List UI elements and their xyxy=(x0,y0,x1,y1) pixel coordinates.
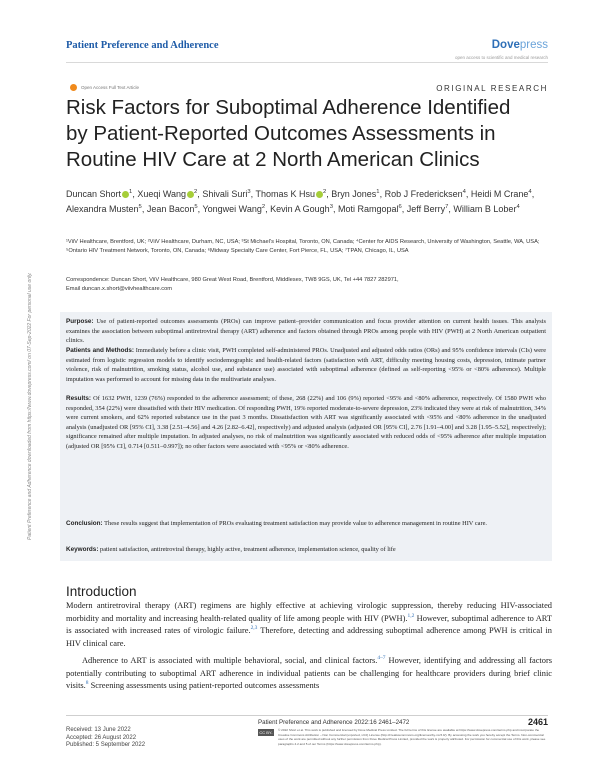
author-name[interactable]: Xueqi Wang $^2$ xyxy=(137,189,198,199)
results-text: Of 1632 PWH, 1239 (76%) responded to the adherence assessment; of these, 268 (22%) and 106 (9%) reported <95% and <80% adherence, respectively. Of 1580 PWH who responded, 354 (22%) were dissatisfied with their HIV medication. Of responding PWH, 19% reported moderate-to-severe depression, 23% indicated they were at risk of malnutrition, 34% were current smokers, and 62% reported substance use in the past 3 months. Dissatisfaction with ART was significantly associated with <95% and <80% adherence in the unadjusted analysis (unadjusted OR [95% CI], 3.38 [2.51–4.56] and 4.26 [2.82–6.42], respectively) and adjusted analysis (adjusted OR [95% CI], 2.76 [1.91–4.00] and 3.28 [1.95–5.52], respectively); significance remained after multiple imputation. In adjusted analyses, no risk of malnutrition was significantly associated with reduced odds of <95% adherence after multiple imputation (adjusted OR [95% CI], 0.714 [0.511–0.997]); no other factors were associated with <95% or <80% adherence. xyxy=(66,395,546,450)
license-text: © 2022 Short et al. This work is published and licensed by Dove Medical Press Limited. The full terms of this license are available at https://www.dovepress.com/terms.php and incorporate the Creative Commons Attribution – Non Commercial (unported, v3.0) License (http://creativecommons.org/licenses/by-nc/3.0/). By accessing the work you hereby accept the Terms. Non-commercial uses of the work are permitted without any further permission from Dove Medical Press Limited, provided the work is properly attributed. For permission for commercial use of this work, please see paragraphs 4.2 and 5 of our Terms (https://www.dovepress.com/terms.php). xyxy=(278,728,546,746)
author-name[interactable]: Alexandra Musten$^5$ xyxy=(66,204,142,214)
orcid-icon[interactable] xyxy=(316,191,323,198)
methods-label: Patients and Methods: xyxy=(66,347,135,354)
keywords-label: Keywords: xyxy=(66,546,99,553)
journal-title[interactable]: Patient Preference and Adherence xyxy=(66,40,219,51)
publisher-logo[interactable] xyxy=(492,39,548,51)
author-name[interactable]: Bryn Jones$^1$ xyxy=(331,189,380,199)
author-name[interactable]: Jeff Berry$^7$ xyxy=(406,204,449,214)
publisher-press: press xyxy=(519,39,548,51)
author-name[interactable]: Rob J Fredericksen$^4$ xyxy=(384,189,466,199)
correspondence-email[interactable]: Email duncan.x.short@viivhealthcare.com xyxy=(66,285,172,292)
section-label: ORIGINAL RESEARCH xyxy=(436,84,548,93)
download-note xyxy=(27,160,37,540)
author-name[interactable]: Kevin A Gough$^3$ xyxy=(270,204,333,214)
purpose-label: Purpose: xyxy=(66,318,94,325)
author-name[interactable]: Yongwei Wang$^2$ xyxy=(202,204,266,214)
introduction-heading: Introduction xyxy=(66,584,137,599)
page-number: 2461 xyxy=(527,717,548,727)
received-date: Received: 13 June 2022 xyxy=(66,727,131,733)
intro-paragraph-1: Modern antiretroviral therapy (ART) regimens are highly effective at achieving virologic suppression, thereby reducing HIV-associated morbidity and mortality and increasing health-related quality of life among people with HIV (PWH).$^{1,2}$ However, suboptimal adherence to ART is associated with increased rates of virologic failure.$^{2,3}$ Therefore, detecting and addressing suboptimal adherence among PWH is critical in HIV clinical care. xyxy=(66,601,552,648)
article-title: Risk Factors for Suboptimal Adherence Identified by Patient-Reported Outcomes Assessments in Routine HIV Care at 2 North American Clinics xyxy=(66,96,511,171)
download-note-text: Patient Preference and Adherence downloaded from https://www.dovepress.com/ on 07-Sep-2022 For personal use only. xyxy=(27,272,33,540)
correspondence xyxy=(66,276,552,293)
open-access-text: Open Access Full Text Article xyxy=(81,85,139,90)
abstract-purpose xyxy=(66,317,546,346)
author-name[interactable]: Thomas K Hsu $^2$ xyxy=(255,189,327,199)
abstract-methods xyxy=(66,346,546,384)
conclusion-label: Conclusion: xyxy=(66,520,103,527)
footer-citation[interactable]: Patient Preference and Adherence 2022:16 2461–2472 xyxy=(258,719,410,726)
accepted-date: Accepted: 26 August 2022 xyxy=(66,734,137,741)
author-name[interactable]: Duncan Short $^1$ xyxy=(66,189,133,199)
author-name[interactable]: Heidi M Crane$^4$ xyxy=(470,189,532,199)
open-access-label xyxy=(70,84,139,91)
orcid-icon[interactable] xyxy=(122,191,129,198)
abstract-results xyxy=(66,394,546,452)
cc-license-icon[interactable]: CC BY-NC xyxy=(259,730,273,742)
author-name[interactable]: William B Lober$^4$ xyxy=(453,204,520,214)
conclusion-text: These results suggest that implementation of PROs evaluating treatment satisfaction may provide value to adherence management in routine HIV care. xyxy=(104,520,487,527)
header-divider xyxy=(66,62,548,63)
orcid-icon[interactable] xyxy=(187,191,194,198)
abstract-conclusion xyxy=(66,519,546,529)
affiliations: ¹ViiV Healthcare, Brentford, UK; ²ViiV Healthcare, Durham, NC, USA; ³St Michael's Hospital, Toronto, ON, Canada; ⁴Center for AIDS Research, University of Washington, Seattle, WA, USA; ⁵Ontario HIV Treatment Network, Toronto, ON, Canada; ⁶Midway Specialty Care Center, Fort Pierce, FL, USA; ⁷TPAN, Chicago, IL, USA xyxy=(66,239,540,254)
author-name[interactable]: Moti Ramgopal$^6$ xyxy=(337,204,402,214)
intro-paragraph-2: Adherence to ART is associated with multiple behavioral, social, and clinical factors.$^{4-7}$ However, identifying and addressing all factors potentially contributing to suboptimal ART adherence in individual patients can be challenging for healthcare providers during brief clinic visits.$^8$ Screening assessments using patient-reported outcomes assessments xyxy=(66,655,552,690)
publisher-dove: Dove xyxy=(491,39,520,51)
abstract-keywords xyxy=(66,545,546,555)
footer-divider xyxy=(66,715,548,716)
keywords-text: patient satisfaction, antiretroviral therapy, highly active, treatment adherence, implementation science, quality of life xyxy=(100,546,396,553)
results-label: Results: xyxy=(66,395,92,402)
published-date: Published: 5 September 2022 xyxy=(66,742,146,748)
purpose-text: Use of patient-reported outcomes assessments (PROs) can improve patient–provider communication and focus provider attention on current health issues. This analysis examines the association between suboptimal antiretroviral therapy (ART) adherence and factors obtained through PROs among people with HIV (PWH) at 2 North American outpatient clinics. xyxy=(66,318,546,345)
publication-dates xyxy=(66,727,145,750)
methods-text: Immediately before a clinic visit, PWH completed self-administered PROs. Unadjusted and adjusted odds ratios (ORs) and 95% confidence intervals (CIs) were estimated from logistic regression models to identify sociodemographic and health-related factors (satisfaction with ART, difficulty meeting housing costs, depression, intimate partner violence, risk of malnutrition, smoking status, alcohol use, and substance use) associated with suboptimal adherence (defined as self-reporting <95% or <80% adherence). Multiple imputation was performed to account for missing data in the multivariate analyses. xyxy=(66,347,547,383)
author-list: Duncan Short $^1$, Xueqi Wang $^2$, Shivali Suri$^3$, Thomas K Hsu $^2$, Bryn Jones$^1$, Rob J Fredericksen$^4$, Heidi M Crane$^4$, Alexandra Musten$^5$, Jean Bacon$^5$, Yongwei Wang$^2$, Kevin A Gough$^3$, Moti Ramgopal$^6$, Jeff Berry$^7$, William B Lober$^4$ xyxy=(66,189,535,214)
author-name[interactable]: Jean Bacon$^5$ xyxy=(146,204,198,214)
correspondence-address: Correspondence: Duncan Short, ViiV Healthcare, 980 Great West Road, Brentford, Middlesex, TW8 9GS, UK, Tel +44 7827 282971, xyxy=(66,277,399,283)
open-access-icon xyxy=(70,84,77,91)
publisher-tagline: open access to scientific and medical research xyxy=(454,55,548,60)
author-name[interactable]: Shivali Suri$^3$ xyxy=(202,189,251,199)
